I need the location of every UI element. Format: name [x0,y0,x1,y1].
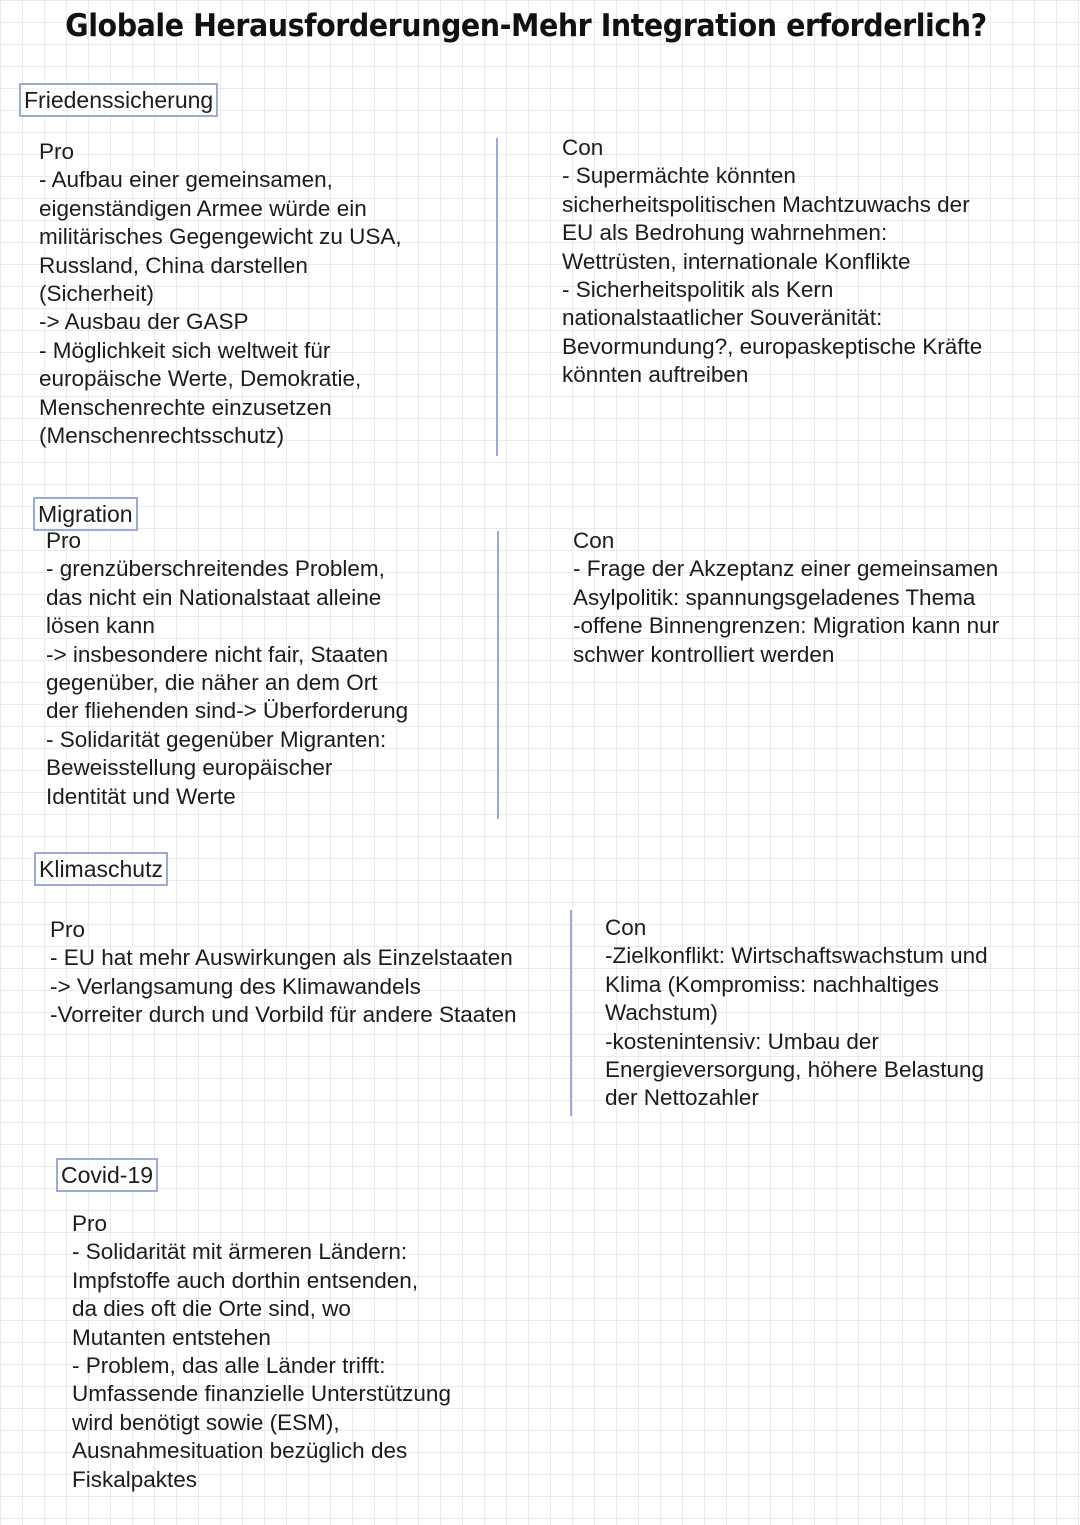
peace-con-block [562,134,982,390]
peace-pro-block [39,138,402,450]
migration-pro-line: lösen kann [46,613,155,639]
migration-con-line: - Frage der Akzeptanz einer gemeinsamen [573,556,999,582]
peace-con-line: könnten auftreiben [562,362,749,388]
climate-pro-line: -> Verlangsamung des Klimawandels [50,973,421,999]
peace-pro-line: - Möglichkeit sich weltweit für [39,337,331,363]
peace-pro-line: -> Ausbau der GASP [39,309,249,335]
peace-pro-line: (Menschenrechtsschutz) [39,423,285,449]
climate-con-heading: Con [605,915,647,940]
migration-pro-line: Beweisstellung europäischer [46,755,333,781]
covid-pro-line: Fiskalpaktes [72,1466,198,1492]
migration-pro-line: -> insbesondere nicht fair, Staaten [46,641,389,667]
migration-pro-line: der fliehenden sind-> Überforderung [46,698,409,724]
covid-pro-line: - Solidarität mit ärmeren Ländern: [72,1239,408,1265]
climate-con-line: -Zielkonflikt: Wirtschaftswachstum und [605,943,988,969]
section-label-covid: Covid-19 [56,1158,158,1192]
climate-con-line: Energieversorgung, höhere Belastung [605,1057,985,1083]
migration-con-line: schwer kontrolliert werden [573,641,835,667]
migration-pro-block [46,527,408,811]
peace-pro-line: Russland, China darstellen [39,252,308,278]
covid-pro-line: Mutanten entstehen [72,1324,271,1350]
migration-con-line: -offene Binnengrenzen: Migration kann nur [573,613,1000,639]
section-label-migration: Migration [33,497,138,531]
section-label-peace: Friedenssicherung [19,83,218,117]
covid-pro-block [72,1210,451,1494]
migration-con-block [573,527,999,669]
peace-divider [496,138,498,456]
peace-con-line: - Supermächte könnten [562,163,796,189]
peace-con-line: sicherheitspolitischen Machtzuwachs der [562,191,970,217]
migration-pro-line: das nicht ein Nationalstaat alleine [46,584,382,610]
peace-pro-line: eigenständigen Armee würde ein [39,195,367,221]
page-title: Globale Herausforderungen-Mehr Integration erforderlich? [65,8,987,44]
covid-pro-line: wird benötigt sowie (ESM), [72,1409,340,1435]
migration-pro-heading: Pro [46,528,82,553]
climate-pro-line: - EU hat mehr Auswirkungen als Einzelstaaten [50,945,513,971]
peace-con-line: - Sicherheitspolitik als Kern [562,277,834,303]
covid-pro-line: Umfassende finanzielle Unterstützung [72,1381,451,1407]
peace-pro-line: - Aufbau einer gemeinsamen, [39,167,333,193]
peace-con-heading: Con [562,135,604,160]
climate-con-line: Klima (Kompromiss: nachhaltiges [605,971,939,997]
climate-pro-heading: Pro [50,917,86,942]
climate-con-line: -kostenintensiv: Umbau der [605,1028,879,1054]
climate-divider [570,910,572,1116]
migration-con-line: Asylpolitik: spannungsgeladenes Thema [573,584,976,610]
peace-pro-line: europäische Werte, Demokratie, [39,366,362,392]
covid-pro-line: - Problem, das alle Länder trifft: [72,1353,386,1379]
covid-pro-heading: Pro [72,1211,108,1236]
migration-pro-line: gegenüber, die näher an dem Ort [46,670,378,696]
migration-pro-line: Identität und Werte [46,783,236,809]
peace-pro-line: Menschenrechte einzusetzen [39,394,332,420]
migration-divider [497,531,499,819]
peace-pro-line: militärisches Gegengewicht zu USA, [39,224,402,250]
climate-pro-line: -Vorreiter durch und Vorbild für andere Staaten [50,1002,517,1028]
section-label-climate: Klimaschutz [34,852,168,886]
climate-pro-block [50,916,517,1030]
peace-pro-heading: Pro [39,139,75,164]
climate-con-block [605,914,988,1113]
peace-con-line: nationalstaatlicher Souveränität: [562,305,883,331]
climate-con-line: der Nettozahler [605,1085,759,1111]
peace-con-line: Wettrüsten, internationale Konflikte [562,248,911,274]
climate-con-line: Wachstum) [605,1000,718,1026]
peace-con-line: Bevormundung?, europaskeptische Kräfte [562,333,983,359]
migration-con-heading: Con [573,528,615,553]
peace-con-line: EU als Bedrohung wahrnehmen: [562,220,888,246]
covid-pro-line: da dies oft die Orte sind, wo [72,1296,351,1322]
migration-pro-line: - Solidarität gegenüber Migranten: [46,726,387,752]
migration-pro-line: - grenzüberschreitendes Problem, [46,556,385,582]
peace-pro-line: (Sicherheit) [39,281,155,307]
covid-pro-line: Impfstoffe auch dorthin entsenden, [72,1267,419,1293]
covid-pro-line: Ausnahmesituation bezüglich des [72,1438,408,1464]
